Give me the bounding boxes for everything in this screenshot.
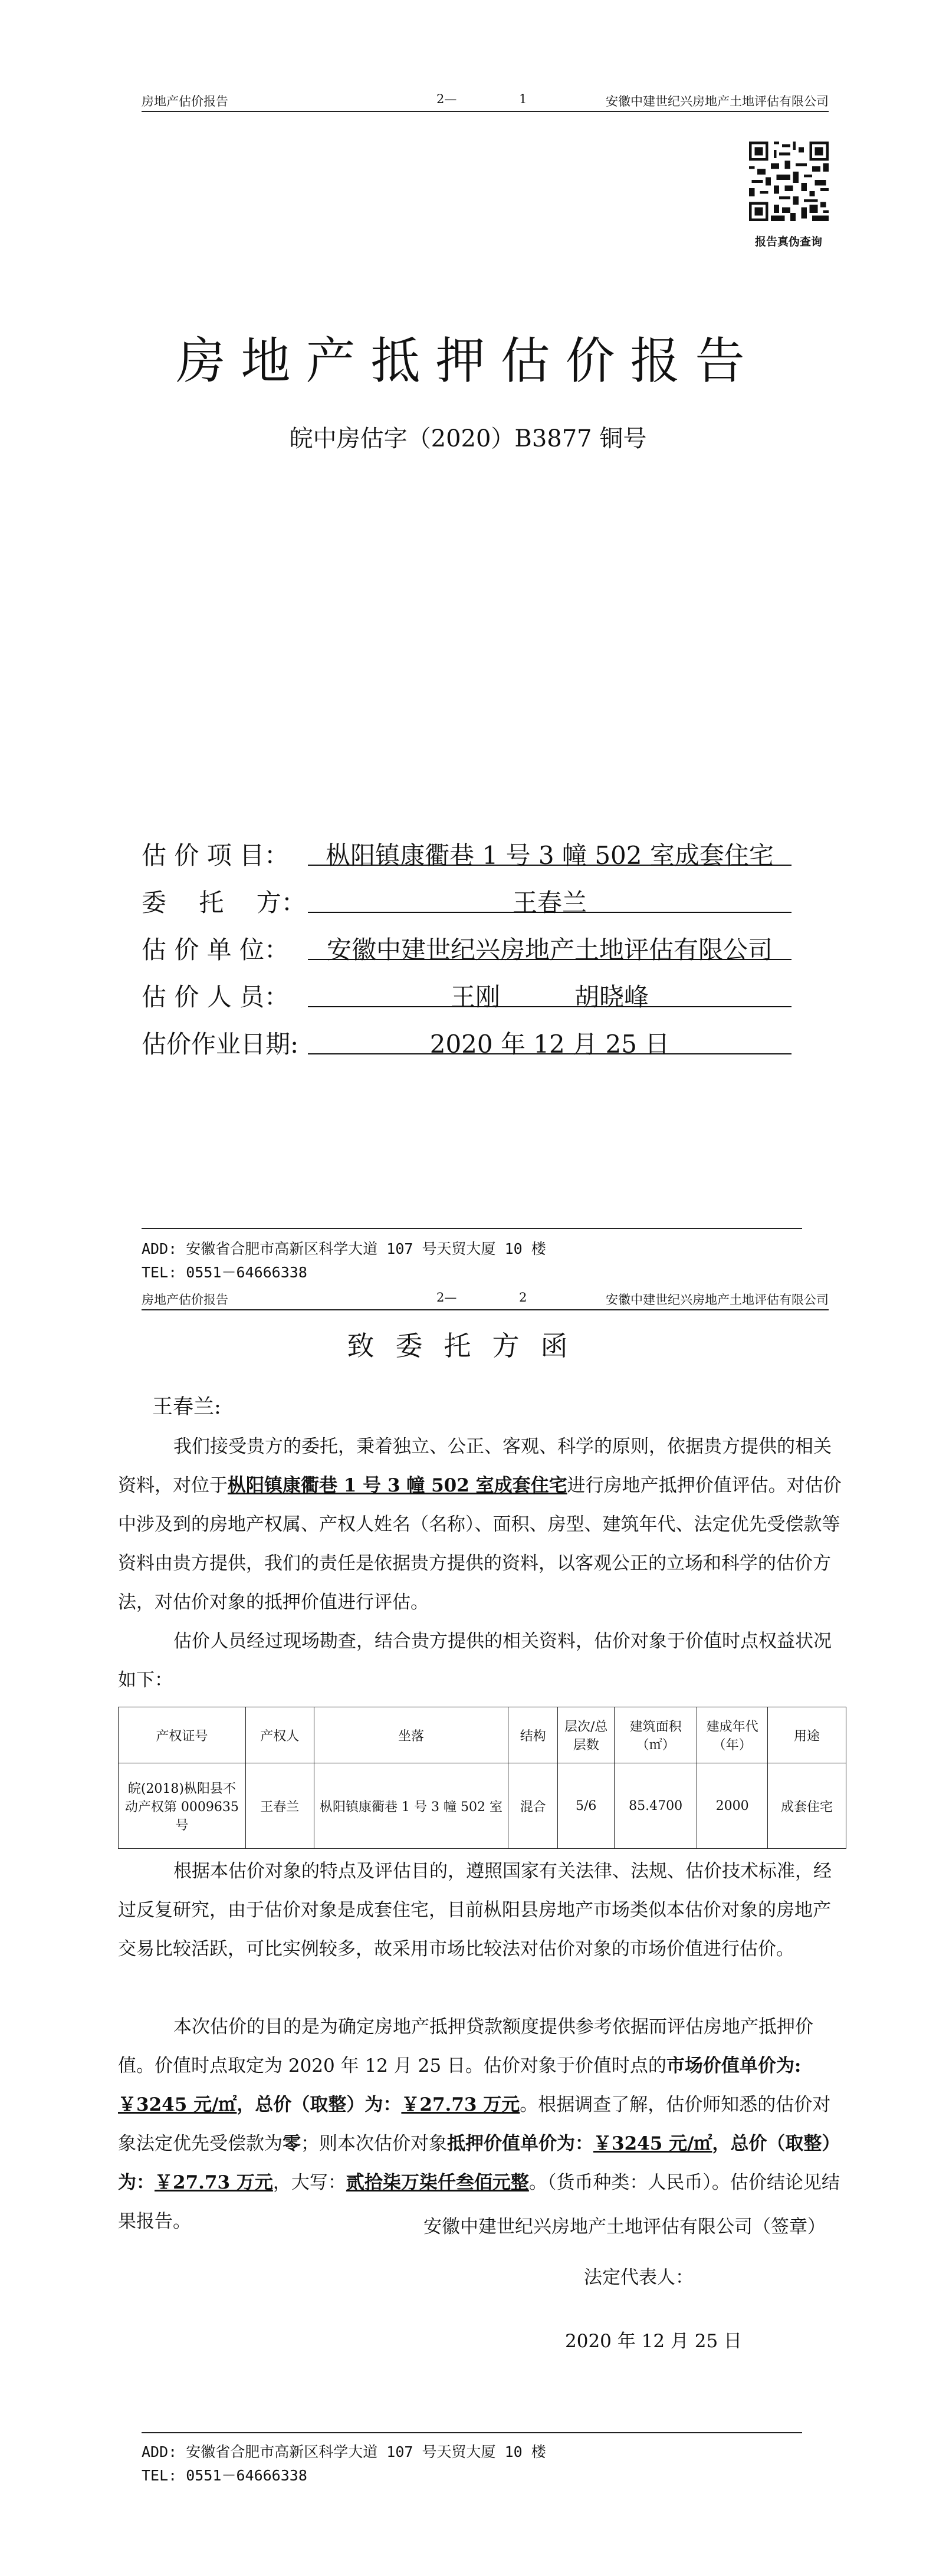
field-appraisers-label: 估 价 人 员： xyxy=(142,983,290,1011)
table-cell: 85.4700 xyxy=(615,1763,697,1849)
page2-header xyxy=(142,1286,829,1310)
table-cell: 5/6 xyxy=(558,1763,615,1849)
table-cell: 混合 xyxy=(508,1763,558,1849)
paragraph-text: 。（货币种类：人民币）。估价结论见结果报告。 xyxy=(118,2172,840,2232)
paragraph-text: 我们接受贵方的委托，秉着独立、公正、客观、科学的原则，依据贵方提供的相关资料，对位于 xyxy=(118,1436,832,1496)
table-cell: 枞阳镇康衢巷 1 号 3 幢 502 室 xyxy=(314,1763,508,1849)
report-title: 房地产抵押估价报告 xyxy=(176,332,760,390)
table-header-cell: 结构 xyxy=(508,1707,558,1763)
footer-tel: TEL: 0551－64666338 xyxy=(142,2467,307,2484)
market-unit-price-label: 市场价值单价为: xyxy=(666,2055,802,2076)
property-rights-table xyxy=(118,1707,846,1849)
field-appraiser-firm-value: 安徽中建世纪兴房地产土地评估有限公司 xyxy=(308,931,792,960)
header-left-text: 房地产估价报告 xyxy=(142,94,228,109)
header-page-number: 2 xyxy=(519,1290,527,1305)
header-page-number: 1 xyxy=(519,92,527,106)
paragraph-text: 。根据调查了解，估价师知悉的估价对象法定优先受偿款为 xyxy=(118,2094,831,2154)
paragraph-text: 本次估价的目的是为确定房地产抵押贷款额度提供参考依据而评估房地产抵押价值。价值时点取定为 2020 年 12 月 25 日。估价对象于价值时点的 xyxy=(118,2016,813,2076)
header-page-total: 2— xyxy=(436,1290,457,1305)
paragraph-conclusion xyxy=(118,2007,846,2241)
header-right-text: 安徽中建世纪兴房地产土地评估有限公司 xyxy=(606,1293,829,1307)
document-number: 皖中房估字（2020）B3877 铜号 xyxy=(289,425,647,452)
amount-in-words: 贰拾柒万柒仟叁佰元整 xyxy=(346,2172,529,2193)
market-unit-price: ￥3245 元/㎡ xyxy=(118,2094,237,2115)
mortgage-unit-price-label: 抵押价值单价为： xyxy=(447,2133,593,2154)
table-header-cell: 层次/总层数 xyxy=(558,1707,615,1763)
field-appraisers-value: 王刚 胡晓峰 xyxy=(308,978,792,1007)
footer-address: ADD: 安徽省合肥市高新区科学大道 107 号天贸大厦 10 楼 xyxy=(142,2443,546,2460)
field-project-value: 枞阳镇康衢巷 1 号 3 幢 502 室成套住宅 xyxy=(308,836,792,866)
signature-company: 安徽中建世纪兴房地产土地评估有限公司（签章） xyxy=(423,2216,826,2237)
paragraph-commission xyxy=(118,1427,846,1622)
header-right-text: 安徽中建世纪兴房地产土地评估有限公司 xyxy=(606,94,829,109)
table-header-cell: 坐落 xyxy=(314,1707,508,1763)
field-appraiser-firm-label: 估 价 单 位： xyxy=(142,935,290,964)
letter-title: 致委托方函 xyxy=(347,1330,589,1362)
salutation: 王春兰: xyxy=(152,1395,221,1419)
paragraph-text: ，大写： xyxy=(272,2172,346,2193)
field-work-date-label: 估价作业日期: xyxy=(142,1030,299,1059)
signature-representative: 法定代表人： xyxy=(584,2267,694,2288)
mortgage-total-label: ，总价（取整）为： xyxy=(118,2133,840,2193)
table-header-cell: 建筑面积（㎡） xyxy=(615,1707,697,1763)
table-header-row xyxy=(119,1707,846,1763)
qr-code-icon[interactable] xyxy=(749,142,829,221)
field-work-date-value: 2020 年 12 月 25 日 xyxy=(308,1025,792,1054)
footer-address: ADD: 安徽省合肥市高新区科学大道 107 号天贸大厦 10 楼 xyxy=(142,1240,546,1257)
priority-claim-value: 零 xyxy=(283,2133,301,2154)
table-header-cell: 产权人 xyxy=(245,1707,314,1763)
field-client-value: 王春兰 xyxy=(308,883,792,913)
table-header-cell: 用途 xyxy=(768,1707,846,1763)
footer-divider xyxy=(142,1228,802,1229)
table-cell: 王春兰 xyxy=(245,1763,314,1849)
field-client-label: 委 托 方： xyxy=(142,888,306,917)
header-left-text: 房地产估价报告 xyxy=(142,1293,228,1307)
footer-tel: TEL: 0551－64666338 xyxy=(142,1264,307,1281)
table-header-cell: 建成年代（年） xyxy=(697,1707,768,1763)
field-project-label: 估 价 项 目： xyxy=(142,841,290,870)
property-address-highlight: 枞阳镇康衢巷 1 号 3 幢 502 室成套住宅 xyxy=(228,1475,567,1496)
table-cell: 成套住宅 xyxy=(768,1763,846,1849)
signature-date: 2020 年 12 月 25 日 xyxy=(565,2331,743,2352)
header-page-total: 2— xyxy=(436,92,457,106)
table-header-cell: 产权证号 xyxy=(119,1707,246,1763)
qr-caption: 报告真伪查询 xyxy=(754,235,822,248)
market-total-label: ，总价（取整）为： xyxy=(237,2094,402,2115)
table-row xyxy=(119,1763,846,1849)
paragraph-text: ；则本次估价对象 xyxy=(301,2133,447,2154)
market-total-price: ￥27.73 万元 xyxy=(401,2094,520,2115)
paragraph-text: 进行房地产抵押价值评估。对估价中涉及到的房地产权属、产权人姓名（名称）、面积、房型、建筑年代、法定优先受偿款等资料由贵方提供，我们的责任是依据贵方提供的资料，以客观公正的立场和科学的估价方法，对估价对象的抵押价值进行评估。 xyxy=(118,1475,842,1613)
page1-header xyxy=(142,87,829,112)
mortgage-unit-price: ￥3245 元/㎡ xyxy=(593,2133,712,2154)
mortgage-total-price: ￥27.73 万元 xyxy=(155,2172,273,2193)
table-cell: 皖(2018)枞阳县不动产权第 0009635 号 xyxy=(119,1763,246,1849)
footer-divider xyxy=(142,2432,802,2433)
table-cell: 2000 xyxy=(697,1763,768,1849)
paragraph-inspection: 估价人员经过现场勘查，结合贵方提供的相关资料，估价对象于价值时点权益状况如下： xyxy=(118,1631,832,1691)
paragraph-method: 根据本估价对象的特点及评估目的，遵照国家有关法律、法规、估价技术标准，经过反复研究，由于估价对象是成套住宅，目前枞阳县房地产市场类似本估价对象的房地产交易比较活跃，可比实例较多，故采用市场比较法对估价对象的市场价值进行估价。 xyxy=(118,1861,832,1960)
